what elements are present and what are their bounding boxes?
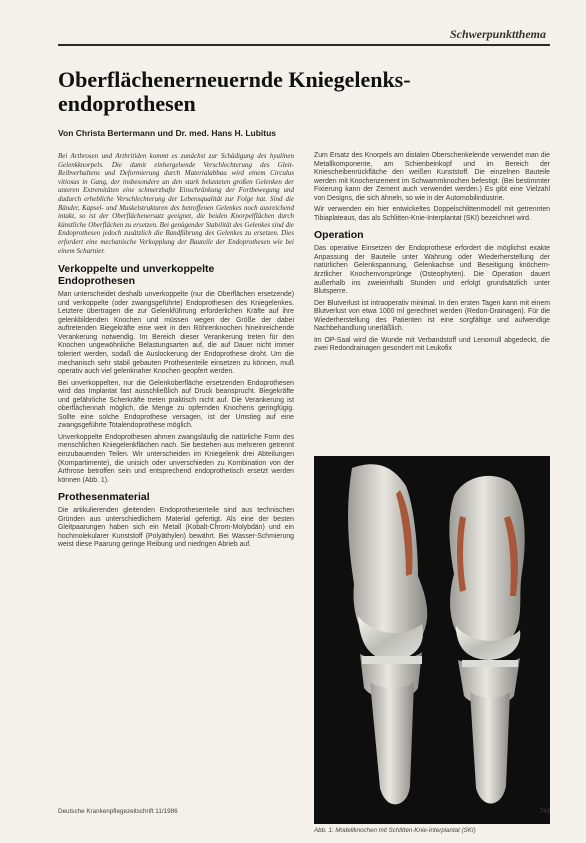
section-heading-material: Prothesenmaterial: [58, 491, 150, 504]
knee-model-illustration: [314, 456, 550, 824]
figure-caption: Abb. 1: Modellknochen mit Schlitten-Knie-Interplantat (SKI): [314, 827, 476, 834]
header-rule: [58, 44, 550, 46]
paragraph: Die artikulierenden gleitenden Endoprothesenteile sind aus technischen Gründen aus unterschiedlichem Material gefertigt. Als eine der besten Gleitpaarungen haben sich ein Metall (Kobalt-Chrom-Molybdän) und ein hochmolekularer Kunststoff (Polyäthylen) bewährt. Bei Wasser-Schmierung weist diese Paarung geringe Reibung und niedrigen Abrieb auf.: [58, 507, 294, 549]
paragraph: Man unterscheidet deshalb unverkoppelte (nur die Oberflächen ersetzende) und verkoppelte (oder zwangsgeführte) Endoprothesen des Kniegelenkes. Letztere übertragen die zur Gelenkführung erforderlichen Kräfte auf ihre gelenkbildenden Knochen und müssen wegen der Größe der dabei auftretenden Biegekräfte eine weit in den Röhrenknochen hineinreichende Verankerung notwendig. Im Bereich dieser Verankerung treten für den Knochen ungewöhnliche Belastungsarten auf, die auf Dauer nicht immer toleriert werden, sodaß die Auslockerung der Endoprothese droht. Um die mechanisch sehr stabil gebauten Prothesenteile einsetzen zu können, muß operativ auch viel gelenknaher Knochen geopfert werden.: [58, 291, 294, 376]
right-column: [314, 152, 550, 357]
paragraph: Bei unverkoppelten, nur die Gelenkoberfläche ersetzenden Endoprothesen wird das Implantat fast ausschließlich auf Druck beansprucht. Biegekräfte und gefährliche Scherkräfte treten praktisch nicht auf. Die Verankerung ist oberflächennah möglich, die Menge zu opfernden Knochens geringfügig. Sollte eine solche Endoprothese versagen, ist der Umstieg auf eine zwangsgeführte Totalendoprothese möglich.: [58, 379, 294, 430]
section-heading-operation: Operation: [314, 229, 364, 242]
paragraph: Der Blutverlust ist intraoperativ minimal. In den ersten Tagen kann mit einem Blutverlust von etwa 1000 ml gerechnet werden (Redon-Drainagen). Für die Wiederherstellung des Patienten ist eine sorgfältige und aufwendige Nachbehandlung unerläßlich.: [314, 299, 550, 333]
knee-prosthesis-photo: [314, 456, 550, 824]
section-label: Schwerpunktthema: [449, 27, 546, 41]
article-title: Oberflächenerneuernde Kniegelenks-endoprothesen: [58, 67, 411, 116]
paragraph: Im OP-Saal wird die Wunde mit Verbandstoff und Lenomull abgedeckt, die zwei Redondrainagen gesondert mit Leukofix: [314, 336, 550, 353]
article-lead: Bei Arthrosen und Arthritiden kommt es zunächst zur Schädigung des hyalinen Gelenkknorpels. Die damit einhergehende Verschlechterung des Gleit-Reibverhaltens und Deformierung durch Materialabbau wird einem Circulus vitiosus in Gang, der insbesondere an den stark belasteten großen Gelenken der unteren Extremitäten eine schmerzhafte Einschränkung der Fortbewegung und dadurch erhebliche Verschlechterung der Lebensqualität zur Folge hat. Sind die Bänder, Kapsel- und Muskelstrukturen des betroffenen Gelenkes noch ausreichend intakt, so ist der Oberflächenersatz geeignet, die beiden Knorpelflächen durch künstliche Oberflächen zu ersetzen. Bei genügender Stabilität des Gelenkes sind die Endoprothesen jedoch zusätzlich die Bandführung des Gelenkes zu ersetzen. Dies erfordert eine mechanische Verkopplung der Bauteile der Endoprothesen wie bei einem Scharnier.: [58, 152, 294, 255]
paragraph: Unverkoppelte Endoprothesen ahmen zwangsläufig die natürliche Form des menschlichen Kniegelenkflächen nach. Sie bestehen aus mehreren getrennt einzubauenden Teilen. Wir unterscheiden im Kniegelenk drei Abteilungen (Kompartimente), die unisich oder unverschieden zu Kombination von der Arthrose betroffen sein und entsprechend endoprothetisch ersetzt werden können (Abb. 1).: [58, 433, 294, 484]
paragraph: Das operative Einsetzen der Endoprothese erfordert die möglichst exakte Anpassung der Bauteile unter Wahrung oder Wiederherstellung der natürlichen Gelenkspannung, Gelenkachse und Beseitigung knöchern-ärztlicher Knochenvorsprünge (Osteophyten). Die Operation dauert außerhalb ins zweieinhalb Stunden und erfolgt grundsätzlich unter Blutsperre.: [314, 245, 550, 296]
section-heading-coupled: Verkoppelte und unverkoppelte Endoprothesen: [58, 263, 215, 288]
left-column: [58, 152, 294, 553]
journal-footer: Deutsche Krankenpflegezeitschrift 11/1986: [58, 808, 178, 815]
article-authors: Von Christa Bertermann und Dr. med. Hans H. Lubitus: [58, 128, 277, 138]
page-number: 743: [539, 808, 550, 815]
paragraph: Zum Ersatz des Knorpels am distalen Oberschenkelende verwendet man die Metallkomponente, am Schienbeinkopf und im Bereich der Kniescheibenrückfläche den weißen Kunststoff. Die einzelnen Bauteile werden mit Knochenzement im Schwammknochen befestigt. (Bei bestimmter Fixierung kann der Zement auch verwendet werden.) Es gibt eine Vielzahl von Designs, die sich ähneln, so wie in der Automobilindustrie.: [314, 152, 550, 202]
paragraph: Wir verwenden ein hier entwickeltes Doppelschlittenmodell mit getrennten Tibiaplateaus, das als Schlitten-Knie-Interplantat (SKI) bezeichnet wird.: [314, 206, 550, 222]
